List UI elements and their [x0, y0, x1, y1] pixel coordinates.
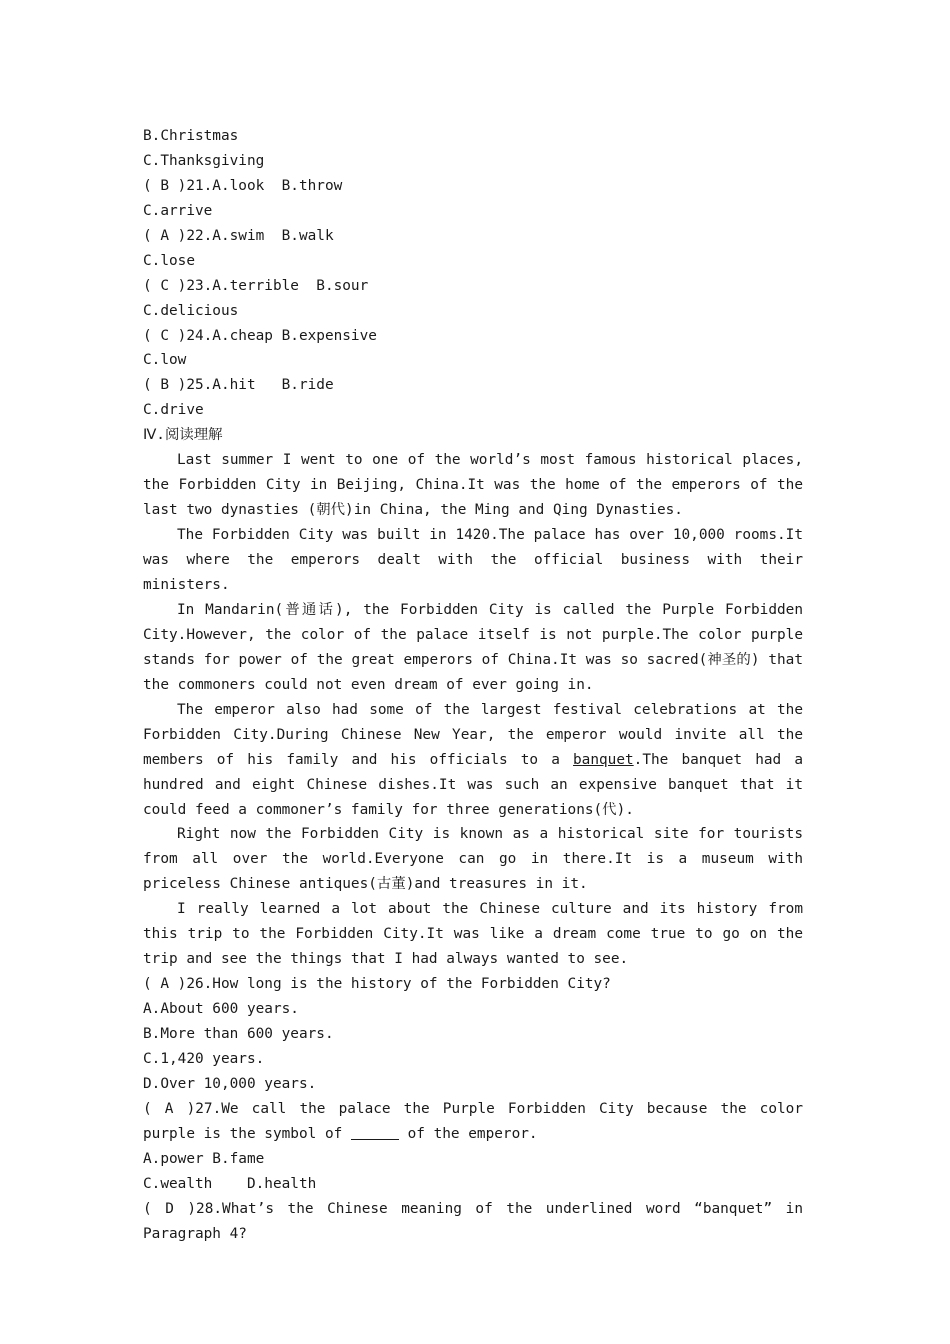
- section-title: Ⅳ.阅读理解: [143, 427, 223, 444]
- option-line: C.drive: [143, 402, 204, 419]
- option-line: C.arrive: [143, 202, 213, 219]
- question-26-option: D.Over 10,000 years.: [143, 1075, 317, 1092]
- passage-paragraph-5: Right now the Forbidden City is known as a historical site for tourists from all over the world.Everyone can go in there.It is a museum with priceless Chinese antiques(古董)and treasures in it.: [143, 826, 803, 893]
- question-27-stem: [143, 1097, 803, 1147]
- option-line: C.low: [143, 352, 187, 369]
- question-28-stem: ( D )28.What’s the Chinese meaning of the underlined word “banquet” in Paragraph 4?: [143, 1200, 803, 1242]
- passage-paragraph-4: [143, 698, 803, 823]
- underlined-word-banquet: banquet: [573, 751, 634, 768]
- question-26-option: A.About 600 years.: [143, 1001, 299, 1018]
- question-26-stem: ( A )26.How long is the history of the Forbidden City?: [143, 976, 611, 993]
- passage-paragraph-1: Last summer I went to one of the world’s most famous historical places, the Forbidden City in Beijing, China.It was the home of the emperors of the last two dynasties (朝代)in China, the Ming and Qing Dynasties.: [143, 452, 803, 519]
- option-line: B.Christmas: [143, 128, 239, 144]
- option-line: C.Thanksgiving: [143, 152, 265, 169]
- paragraph-4-text-after: .The banquet had a hundred and eight Chinese dishes.It was such an expensive banquet that it could feed a commoner’s family for three generations(代).: [143, 751, 803, 818]
- question-27-stem-after: of the emperor.: [398, 1125, 538, 1142]
- question-line: ( A )22.A.swim B.walk: [143, 227, 334, 244]
- question-line: ( C )24.A.cheap B.expensive: [143, 327, 377, 344]
- passage-paragraph-2: The Forbidden City was built in 1420.The palace has over 10,000 rooms.It was where the emperors dealt with the official business with their ministers.: [143, 527, 803, 593]
- question-26-option: C.1,420 years.: [143, 1051, 265, 1068]
- option-line: C.delicious: [143, 302, 239, 319]
- option-line: C.lose: [143, 252, 195, 269]
- question-27-option: A.power B.fame: [143, 1150, 265, 1167]
- answer-blank: [351, 1125, 399, 1140]
- worksheet-page: [143, 124, 803, 1247]
- passage-paragraph-3: In Mandarin(普通话), the Forbidden City is called the Purple Forbidden City.However, the color of the palace itself is not purple.The color purple stands for power of the great emperors of China.It was so sacred(神圣的) that the commoners could not even dream of ever going in.: [143, 601, 803, 693]
- question-26-option: B.More than 600 years.: [143, 1026, 334, 1043]
- question-line: ( C )23.A.terrible B.sour: [143, 277, 369, 294]
- question-27-stem-before: ( A )27.We call the palace the Purple Forbidden City because the color purple is the symbol of: [143, 1100, 803, 1142]
- question-27-option: C.wealth D.health: [143, 1175, 317, 1192]
- question-line: ( B )21.A.look B.throw: [143, 177, 343, 194]
- passage-paragraph-6: I really learned a lot about the Chinese culture and its history from this trip to the Forbidden City.It was like a dream come true to go on the trip and see the things that I had always wanted to see.: [143, 901, 803, 968]
- paragraph-4-text-before: The emperor also had some of the largest festival celebrations at the Forbidden City.During Chinese New Year, the emperor would invite all the members of his family and his officials to a: [143, 701, 803, 768]
- question-line: ( B )25.A.hit B.ride: [143, 377, 334, 394]
